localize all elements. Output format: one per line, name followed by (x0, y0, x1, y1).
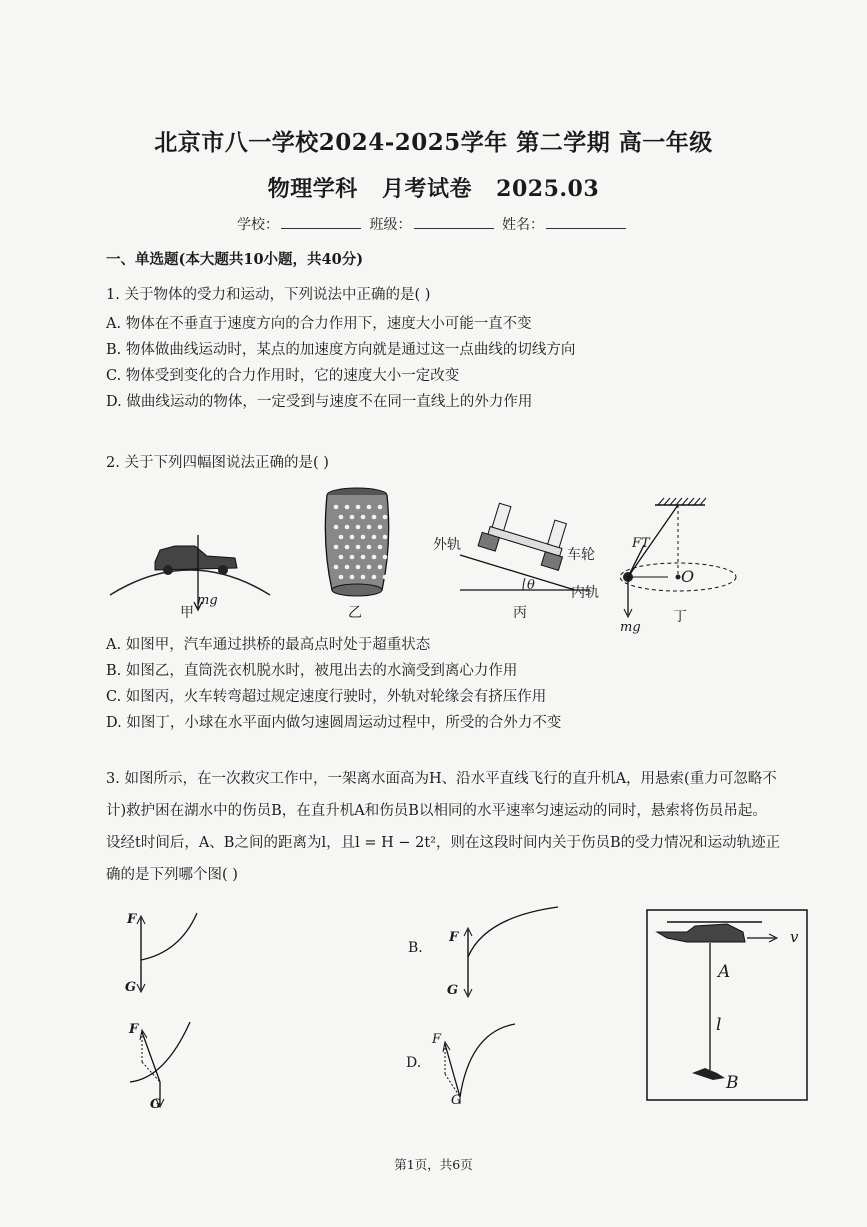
figure-caption-jia: 甲 (180, 605, 194, 621)
student-info-line (0, 214, 867, 234)
q3-option-b-letter: B. (408, 940, 423, 956)
center-o-label: O (681, 567, 695, 586)
q1-option-d: D. 做曲线运动的物体，一定受到与速度不在同一直线上的外力作用 (106, 394, 533, 410)
helicopter-a-label: A (718, 962, 731, 982)
figure-caption-bing: 丙 (513, 605, 527, 621)
exam-subtitle (0, 172, 867, 203)
name-label: 姓名： (501, 217, 544, 233)
q2-stem: 2. 关于下列四幅图说法正确的是( ) (106, 455, 329, 471)
q1-stem: 1. 关于物体的受力和运动，下列说法中正确的是( ) (106, 287, 431, 303)
q3c-g-label: G (150, 1097, 162, 1112)
q1-option-c: C. 物体受到变化的合力作用时，它的速度大小一定改变 (106, 368, 460, 384)
inner-rail-label: 内轨 (571, 585, 599, 601)
q1-option-a: A. 物体在不垂直于速度方向的合力作用下，速度大小可能一直不变 (106, 316, 532, 332)
tension-label: FT (632, 536, 650, 551)
velocity-label: v (790, 928, 799, 946)
car-mg-label: mg (197, 593, 218, 608)
exam-date: 2025.03 (496, 176, 600, 202)
name-blank[interactable] (546, 216, 626, 229)
ball-mg-label: mg (620, 620, 641, 635)
exam-title: 北京市八一学校2024-2025学年 第二学期 高一年级 (154, 129, 713, 156)
q3-option-a-figure (135, 910, 205, 995)
q3a-f-label: F (127, 912, 137, 927)
injured-b-label: B (726, 1073, 739, 1093)
q2-option-d: D. 如图丁，小球在水平面内做匀速圆周运动过程中，所受的合外力不变 (106, 715, 562, 731)
class-label: 班级： (369, 217, 412, 233)
figure-washing-drum (320, 485, 395, 605)
subject: 物理学科 (267, 176, 358, 202)
q3-option-c-figure (130, 1020, 200, 1110)
q3d-g-label: G (451, 1093, 462, 1108)
q3c-f-label: F (129, 1022, 139, 1037)
exam-type: 月考试卷 (381, 176, 472, 202)
class-blank[interactable] (414, 216, 494, 229)
q2-option-b: B. 如图乙，直筒洗衣机脱水时，被甩出去的水滴受到离心力作用 (106, 663, 518, 679)
q2-option-c: C. 如图丙，火车转弯超过规定速度行驶时，外轨对轮缘会有挤压作用 (106, 689, 547, 705)
figure-caption-yi: 乙 (348, 605, 362, 621)
q3a-g-label: G (125, 980, 137, 995)
q2-option-a: A. 如图甲，汽车通过拱桥的最高点时处于超重状态 (106, 637, 431, 653)
q1-option-b: B. 物体做曲线运动时，某点的加速度方向就是通过这一点曲线的切线方向 (106, 342, 576, 358)
q3-option-b-figure (460, 905, 560, 1000)
school-blank[interactable] (281, 216, 361, 229)
q3-stem-line1: 3. 如图所示，在一次救灾工作中，一架离水面高为H、沿水平直线飞行的直升机A，用悬索(重力可忽略不 (106, 771, 777, 787)
figure-caption-ding: 丁 (673, 609, 687, 625)
q3-option-d-letter: D. (406, 1055, 422, 1071)
section-heading: 一、单选题(本大题共10小题，共40分) (106, 251, 364, 268)
q3-stem-line2: 计)救护困在湖水中的伤员B，在直升机A和伤员B以相同的水平速率匀速运动的同时，悬索将伤员吊起。 (106, 803, 767, 819)
wheel-label: 车轮 (567, 547, 595, 563)
page-footer: 第1页，共6页 (394, 1157, 473, 1172)
q3b-g-label: G (447, 983, 459, 998)
theta-label: θ (527, 578, 535, 593)
q3d-f-label: F (432, 1032, 442, 1047)
school-label: 学校： (237, 217, 280, 233)
q3-stem-line4: 确的是下列哪个图( ) (106, 867, 238, 883)
helicopter-scene (647, 910, 807, 1100)
q3b-f-label: F (449, 930, 459, 945)
q3-stem-line3: 设经t时间后，A、B之间的距离为l，且l = H − 2t²，则在这段时间内关于伤员B的受力情况和运动轨迹正 (106, 835, 781, 851)
rope-l-label: l (716, 1015, 722, 1035)
outer-rail-label: 外轨 (433, 537, 461, 553)
